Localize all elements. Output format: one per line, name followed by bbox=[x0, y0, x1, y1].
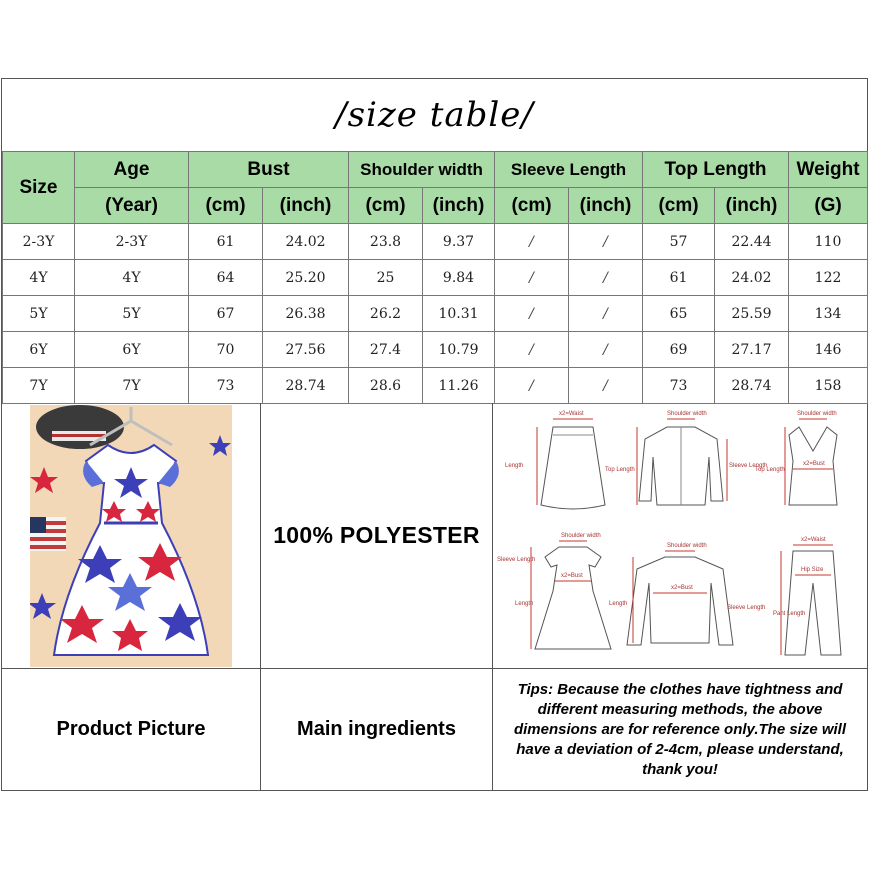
table-cell: 158 bbox=[789, 368, 868, 404]
unit-cell: (cm) bbox=[495, 188, 569, 224]
table-cell: 22.44 bbox=[715, 224, 789, 260]
table-cell: 5Y bbox=[3, 296, 75, 332]
table-row bbox=[3, 260, 868, 296]
table-row bbox=[3, 332, 868, 368]
main-ingredients-cell bbox=[261, 669, 493, 790]
material-cell bbox=[261, 403, 493, 669]
hat-icon bbox=[36, 405, 124, 449]
table-cell: 9.84 bbox=[423, 260, 495, 296]
table-cell: 57 bbox=[643, 224, 715, 260]
table-cell: 4Y bbox=[75, 260, 189, 296]
table-cell: 25.59 bbox=[715, 296, 789, 332]
unit-cell: (G) bbox=[789, 188, 868, 224]
tips-cell bbox=[493, 669, 867, 790]
table-cell: 10.31 bbox=[423, 296, 495, 332]
table-cell: 61 bbox=[643, 260, 715, 296]
table-cell: 73 bbox=[643, 368, 715, 404]
table-cell: 11.26 bbox=[423, 368, 495, 404]
header-bust: Bust bbox=[189, 152, 349, 188]
table-cell: / bbox=[495, 368, 569, 404]
product-picture-label: Product Picture bbox=[56, 718, 206, 740]
header-row-units bbox=[3, 188, 868, 224]
label-shoulder: Shoulder width bbox=[667, 411, 707, 417]
label-waist-2: x2=Waist bbox=[801, 537, 826, 543]
size-table bbox=[2, 151, 868, 404]
header-sleeve-length: Sleeve Length bbox=[495, 152, 643, 188]
table-cell: 6Y bbox=[3, 332, 75, 368]
tips-text: Tips: Because the clothes have tightness and different measuring methods, the above dimensions are for reference only.The size will have a deviation of 2-4cm, please understand, thank you! bbox=[513, 680, 847, 778]
table-row bbox=[3, 224, 868, 260]
label-waist: x2=Waist bbox=[559, 411, 584, 417]
dress-diagram bbox=[531, 541, 611, 649]
label-sleeve-length-3: Sleeve Length bbox=[727, 605, 766, 611]
title-row bbox=[2, 79, 867, 152]
unit-cell: (cm) bbox=[349, 188, 423, 224]
label-bust-2: x2=Bust bbox=[561, 573, 583, 579]
label-shoulder-2: Shoulder width bbox=[797, 411, 837, 417]
table-cell: 5Y bbox=[75, 296, 189, 332]
table-cell: 28.74 bbox=[715, 368, 789, 404]
product-photo-cell bbox=[2, 403, 261, 669]
table-cell: 7Y bbox=[75, 368, 189, 404]
table-cell: 27.4 bbox=[349, 332, 423, 368]
unit-cell: (cm) bbox=[643, 188, 715, 224]
table-cell: / bbox=[569, 260, 643, 296]
label-bust: x2=Bust bbox=[803, 461, 825, 467]
label-sleeve-length: Sleeve Length bbox=[729, 463, 768, 469]
skirt-diagram bbox=[537, 419, 605, 509]
table-cell: 25 bbox=[349, 260, 423, 296]
table-cell: 24.02 bbox=[263, 224, 349, 260]
table-cell: 69 bbox=[643, 332, 715, 368]
unit-cell: (Year) bbox=[75, 188, 189, 224]
table-cell: 134 bbox=[789, 296, 868, 332]
table-cell: 24.02 bbox=[715, 260, 789, 296]
table-cell: 27.56 bbox=[263, 332, 349, 368]
sweater-diagram bbox=[627, 551, 733, 645]
table-cell: 27.17 bbox=[715, 332, 789, 368]
measure-diagram-cell bbox=[493, 403, 867, 669]
table-cell: / bbox=[495, 296, 569, 332]
header-size: Size bbox=[3, 152, 75, 224]
label-shoulder-4: Shoulder width bbox=[667, 543, 707, 549]
table-cell: 146 bbox=[789, 332, 868, 368]
main-ingredients-label: Main ingredients bbox=[297, 718, 456, 740]
label-sleeve-length-2: Sleeve Length bbox=[497, 557, 536, 563]
table-cell: 26.2 bbox=[349, 296, 423, 332]
unit-cell: (inch) bbox=[423, 188, 495, 224]
header-row-top bbox=[3, 152, 868, 188]
label-pant-length: Pant Length bbox=[773, 611, 806, 617]
table-cell: 70 bbox=[189, 332, 263, 368]
table-cell: / bbox=[495, 224, 569, 260]
unit-cell: (inch) bbox=[263, 188, 349, 224]
table-cell: 7Y bbox=[3, 368, 75, 404]
table-cell: 28.6 bbox=[349, 368, 423, 404]
table-cell: 4Y bbox=[3, 260, 75, 296]
measurement-diagrams bbox=[497, 405, 863, 667]
table-cell: / bbox=[569, 332, 643, 368]
material-text: 100% POLYESTER bbox=[273, 522, 480, 548]
table-cell: 64 bbox=[189, 260, 263, 296]
label-length-3: Length bbox=[609, 601, 628, 607]
jacket-diagram bbox=[637, 419, 727, 505]
table-cell: 122 bbox=[789, 260, 868, 296]
table-cell: / bbox=[495, 332, 569, 368]
pants-diagram bbox=[781, 545, 841, 655]
size-chart-sheet bbox=[1, 78, 868, 791]
table-cell: 10.79 bbox=[423, 332, 495, 368]
table-cell: 23.8 bbox=[349, 224, 423, 260]
table-cell: 2-3Y bbox=[3, 224, 75, 260]
label-length-2: Length bbox=[515, 601, 534, 607]
table-cell: / bbox=[569, 224, 643, 260]
table-row bbox=[3, 296, 868, 332]
header-weight: Weight bbox=[789, 152, 868, 188]
unit-cell: (inch) bbox=[569, 188, 643, 224]
header-top-length: Top Length bbox=[643, 152, 789, 188]
table-cell: 26.38 bbox=[263, 296, 349, 332]
table-cell: 110 bbox=[789, 224, 868, 260]
table-cell: 67 bbox=[189, 296, 263, 332]
label-shoulder-3: Shoulder width bbox=[561, 533, 601, 539]
table-cell: / bbox=[569, 368, 643, 404]
table-row bbox=[3, 368, 868, 404]
table-cell: 9.37 bbox=[423, 224, 495, 260]
table-cell: 73 bbox=[189, 368, 263, 404]
label-hip-size: Hip Size bbox=[801, 567, 824, 573]
header-age: Age bbox=[75, 152, 189, 188]
dress-illustration bbox=[30, 405, 232, 667]
size-rows bbox=[3, 224, 868, 404]
page-title: /size table/ bbox=[335, 95, 534, 135]
table-cell: / bbox=[569, 296, 643, 332]
header-shoulder-width: Shoulder width bbox=[349, 152, 495, 188]
label-bust-3: x2=Bust bbox=[671, 585, 693, 591]
label-top-length: Top Length bbox=[605, 467, 635, 473]
table-cell: 65 bbox=[643, 296, 715, 332]
product-photo bbox=[30, 405, 232, 667]
table-cell: 28.74 bbox=[263, 368, 349, 404]
table-cell: 61 bbox=[189, 224, 263, 260]
unit-cell: (inch) bbox=[715, 188, 789, 224]
table-cell: 2-3Y bbox=[75, 224, 189, 260]
label-length: Length bbox=[505, 463, 524, 469]
table-cell: 25.20 bbox=[263, 260, 349, 296]
table-cell: 6Y bbox=[75, 332, 189, 368]
flag-icon bbox=[30, 517, 66, 551]
unit-cell: (cm) bbox=[189, 188, 263, 224]
label-top-length-2: Top Length bbox=[755, 467, 785, 473]
table-cell: / bbox=[495, 260, 569, 296]
product-picture-cell bbox=[2, 669, 261, 790]
